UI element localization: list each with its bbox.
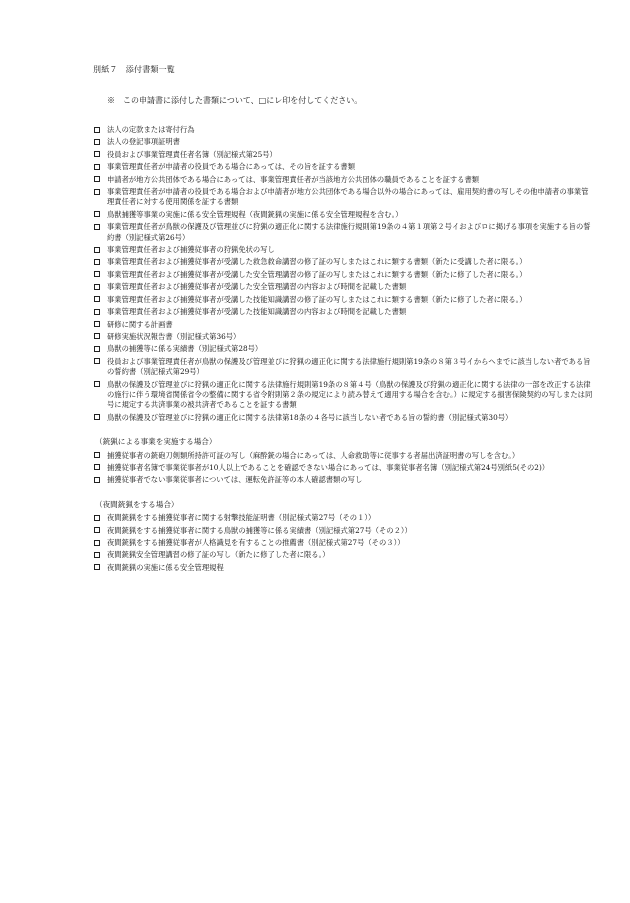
list-item	[93, 413, 594, 423]
list-item	[93, 563, 594, 573]
list-item	[93, 380, 594, 411]
list-item-text: 事業管理責任者および捕獲従事者の狩猟免状の写し	[107, 245, 275, 255]
list-item-text: 鳥獣捕獲等事業の実施に係る安全管理規程（夜間銃猟の実施に係る安全管理規程を含む。）	[107, 209, 403, 219]
attachment-list	[93, 125, 594, 423]
checkbox[interactable]	[94, 564, 100, 570]
list-item-text: 夜間銃猟をする捕獲従事者に関する鳥獣の捕獲等に係る実績書（別記様式第27号（その２））	[107, 525, 412, 535]
list-item	[93, 175, 594, 185]
list-item	[93, 162, 594, 172]
list-item-text: 鳥獣の捕獲等に係る実績書（別記様式第28号）	[107, 344, 263, 354]
checkbox[interactable]	[94, 527, 100, 533]
list-item-text: 研修に関する計画書	[107, 319, 173, 329]
list-item-text: 事業管理責任者および捕獲従事者が受講した安全管理講習の内容および時間を記載した書類	[107, 282, 407, 292]
list-item	[93, 451, 594, 461]
list-item-text: 鳥獣の保護及び管理並びに狩猟の適正化に関する法律施行規則第19条の８第４号（鳥獣の保護及び狩猟の適正化に関する法律の一部を改正する法律の施行に伴う環境省関係省令の整備に関する省令附則第２条の規定により読み替えて適用する場合を含む。）に規定する損害保険契約の写しまたは同号に規定する共済事業の被共済者であることを証する書類	[107, 379, 593, 410]
list-item-text: 役員および事業管理責任者が鳥獣の保護及び管理並びに狩猟の適正化に関する法律施行規則第19条の８第３号イからヘまでに該当しない者である旨の誓約書（別記様式第29号）	[107, 356, 591, 377]
list-item	[93, 357, 594, 378]
list-item-text: 夜間銃猟安全管理講習の修了証の写し（新たに修了した者に限る。）	[107, 550, 330, 560]
list-item	[93, 463, 594, 473]
list-item-text: 申請者が地方公共団体である場合にあっては、事業管理責任者が当該地方公共団体の職員であることを証する書類	[107, 174, 480, 184]
list-item-text: 夜間銃猟をする捕獲従事者に関する射撃技能証明書（別記様式第27号（その１））	[107, 513, 376, 523]
list-item-text: 研修実施状況報告書（別記様式第36号）	[107, 331, 241, 341]
checkbox[interactable]	[94, 176, 100, 182]
checkbox[interactable]	[94, 271, 100, 277]
checkbox[interactable]	[94, 333, 100, 339]
list-item	[93, 150, 594, 160]
list-item-text: 事業管理責任者および捕獲従事者が受講した技能知識講習の修了証の写しまたはこれに類する書類（新たに修了した者に限る。）	[107, 294, 527, 304]
document-title: 別紙７ 添付書類一覧	[93, 65, 175, 74]
list-item	[93, 245, 594, 255]
list-item-text: 捕獲従事者でない事業従事者については、運転免許証等の本人確認書類の写し	[107, 475, 363, 485]
attachment-list-gun	[93, 451, 594, 486]
checkbox[interactable]	[94, 247, 100, 253]
list-item-text: 事業管理責任者が申請者の役員である場合および申請者が地方公共団体である場合以外の場合にあっては、雇用契約書の写しその他申請者の事業管理責任者に対する使用関係を証する書類	[107, 187, 589, 207]
checkbox[interactable]	[94, 164, 100, 170]
list-item	[93, 550, 594, 560]
list-item	[93, 526, 594, 536]
section-title-night: （夜間銃猟をする場合）	[95, 499, 179, 509]
list-item	[93, 125, 594, 135]
list-item-text: 役員および事業管理責任者名簿（別記様式第25号）	[107, 149, 277, 159]
list-item-text: 事業管理責任者および捕獲従事者が受講した技能知識講習の内容および時間を記載した書類	[107, 307, 407, 317]
checkbox[interactable]	[94, 296, 100, 302]
checkbox[interactable]	[94, 552, 100, 558]
checkbox[interactable]	[94, 515, 100, 521]
list-item	[93, 307, 594, 317]
list-item-text: 事業管理責任者が鳥獣の保護及び管理並びに狩猟の適正化に関する法律施行規則第19条の４第１項第２号イおよびロに掲げる事項を実施する旨の誓約書（別記様式第26号）	[107, 222, 591, 242]
list-item	[93, 475, 594, 485]
checkbox[interactable]	[94, 321, 100, 327]
checkbox[interactable]	[94, 259, 100, 265]
checkbox[interactable]	[94, 139, 100, 145]
list-item	[93, 210, 594, 220]
list-item-text: 事業管理責任者および捕獲従事者が受講した安全管理講習の修了証の写しまたはこれに類する書類（新たに修了した者に限る。）	[107, 269, 527, 279]
checkbox[interactable]	[94, 224, 100, 230]
checkbox[interactable]	[94, 346, 100, 352]
instruction-note: ※ この申請書に添付した書類について、□にレ印を付してください。	[107, 96, 363, 105]
list-item	[93, 513, 594, 523]
list-item	[93, 344, 594, 354]
checkbox[interactable]	[94, 477, 100, 483]
list-item-text: 夜間銃猟をする捕獲従事者が人格識見を有することの推薦書（別記様式第27号（その３））	[107, 538, 405, 547]
list-item	[93, 137, 594, 147]
list-item	[93, 222, 594, 243]
checkbox[interactable]	[94, 151, 100, 157]
list-item-text: 事業管理責任者および捕獲従事者が受講した救急救命講習の修了証の写しまたはこれに類する書類（新たに受講した者に限る。）	[107, 257, 527, 267]
checkbox[interactable]	[94, 381, 100, 387]
checkbox[interactable]	[94, 414, 100, 420]
list-item	[93, 282, 594, 292]
list-item	[93, 295, 594, 305]
checkbox[interactable]	[94, 211, 100, 217]
list-item-text: 捕獲従事者名簿で事業従事者が10人以上であることを確認できない場合にあっては、事業従事者名簿（別記様式第24号別紙5(その2)）	[107, 462, 550, 472]
checkbox[interactable]	[94, 540, 100, 546]
list-item-text: 鳥獣の保護及び管理並びに狩猟の適正化に関する法律第18条の４各号に該当しない者である旨の誓約書（別記様式第30号）	[107, 412, 513, 422]
attachment-list-night	[93, 513, 594, 573]
list-item	[93, 257, 594, 267]
checkbox[interactable]	[94, 127, 100, 133]
checkbox[interactable]	[94, 452, 100, 458]
list-item	[93, 270, 594, 280]
list-item-text: 法人の登記事項証明書	[107, 137, 180, 147]
section-title-gun: （銃猟による事業を実施する場合）	[95, 437, 217, 447]
list-item-text: 夜間銃猟の実施に係る安全管理規程	[107, 562, 224, 572]
checkbox[interactable]	[94, 358, 100, 364]
list-item-text: 事業管理責任者が申請者の役員である場合にあっては、その旨を証する書類	[107, 162, 356, 172]
checkbox[interactable]	[94, 464, 100, 470]
list-item	[93, 320, 594, 330]
checkbox[interactable]	[94, 309, 100, 315]
list-item-text: 捕獲従事者の銃砲刀剣類所持許可証の写し（麻酔銃の場合にあっては、人命救助等に従事する者届出済証明書の写しを含む。）	[107, 450, 520, 460]
checkbox[interactable]	[94, 189, 100, 195]
list-item	[93, 332, 594, 342]
list-item	[93, 538, 594, 548]
checkbox[interactable]	[94, 284, 100, 290]
list-item-text: 法人の定款または寄付行為	[107, 125, 195, 134]
list-item	[93, 187, 594, 208]
